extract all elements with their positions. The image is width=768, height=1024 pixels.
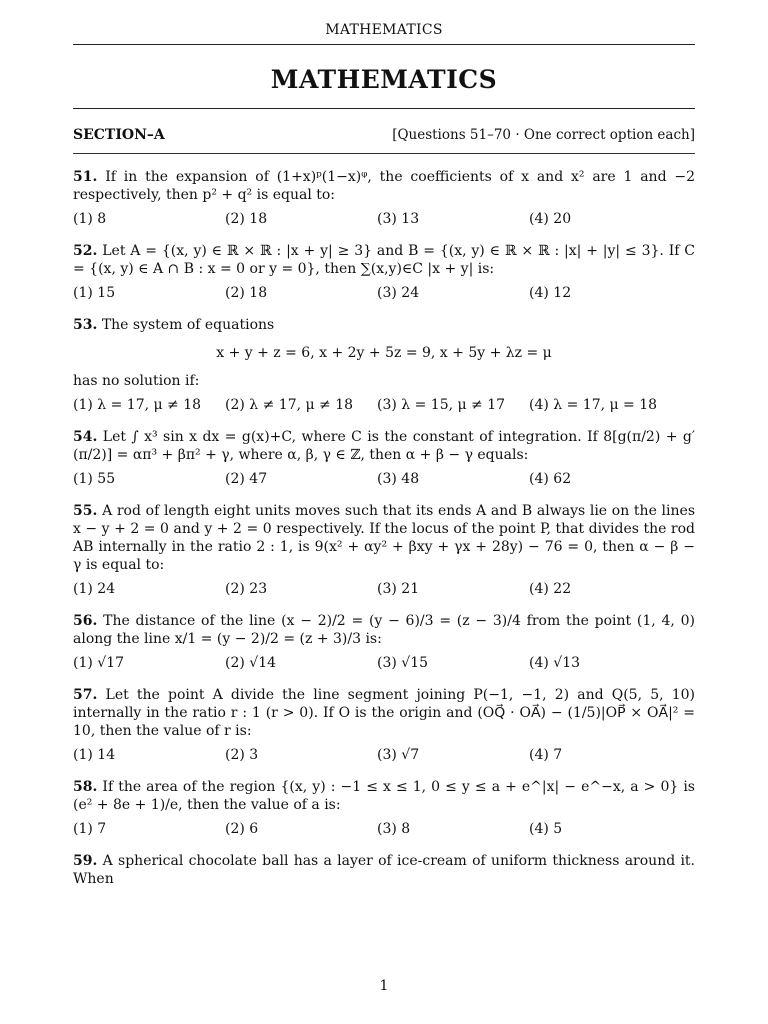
question-continuation: has no solution if: (73, 373, 200, 389)
question-text: The system of equations (101, 317, 275, 333)
option-4: (4) 5 (529, 821, 563, 837)
question-text: Let A = {(x, y) ∈ ℝ × ℝ : |x + y| ≥ 3} and B = {(x, y) ∈ ℝ × ℝ : |x| + |y| ≤ 3}. If C = {(x, y) ∈ A ∩ B : x = 0 or y = 0}, then ∑(x,y)∈C |x + y| is: (73, 243, 696, 277)
question-number: 54. (73, 429, 98, 445)
option-2: (2) √14 (225, 655, 277, 671)
option-3: (3) 48 (377, 471, 420, 487)
options-row (73, 396, 695, 414)
question-56 (73, 612, 695, 672)
option-4: (4) √13 (529, 655, 581, 671)
question-54 (73, 428, 695, 488)
option-1: (1) 55 (73, 471, 116, 487)
option-2: (2) λ ≠ 17, μ ≠ 18 (225, 397, 354, 413)
option-3: (3) 21 (377, 581, 420, 597)
document-page (73, 0, 695, 1024)
option-4: (4) 20 (529, 211, 572, 227)
running-header: MATHEMATICS (325, 22, 443, 38)
section-note: [Questions 51–70 · One correct option each] (392, 127, 695, 143)
question-number: 56. (73, 613, 98, 629)
option-1: (1) 15 (73, 285, 116, 301)
question-number: 57. (73, 687, 98, 703)
question-number: 51. (73, 169, 98, 185)
question-number: 59. (73, 853, 98, 869)
option-4: (4) λ = 17, μ = 18 (529, 397, 658, 413)
option-3: (3) 8 (377, 821, 411, 837)
page-number: 1 (379, 978, 389, 994)
option-4: (4) 62 (529, 471, 572, 487)
option-1: (1) 24 (73, 581, 116, 597)
option-2: (2) 6 (225, 821, 259, 837)
question-51 (73, 168, 695, 228)
option-2: (2) 23 (225, 581, 268, 597)
question-number: 55. (73, 503, 98, 519)
option-3: (3) 13 (377, 211, 420, 227)
option-3: (3) λ = 15, μ ≠ 17 (377, 397, 506, 413)
options-row (73, 820, 695, 838)
question-55 (73, 502, 695, 598)
option-3: (3) 24 (377, 285, 420, 301)
question-text: Let ∫ x³ sin x dx = g(x)+C, where C is the constant of integration. If 8[g(π/2) + g′(π/2)] = απ³ + βπ² + γ, where α, β, γ ∈ ℤ, then α + β − γ equals: (73, 429, 695, 463)
options-row (73, 284, 695, 302)
question-text: A rod of length eight units moves such that its ends A and B always lie on the lines x − y + 2 = 0 and y + 2 = 0 respectively. If the locus of the point P, that divides the rod AB internally in the ratio 2 : 1, is 9(x² + αy² + βxy + γx + 28y) − 76 = 0, then α − β − γ is equal to: (73, 503, 696, 573)
option-4: (4) 22 (529, 581, 572, 597)
option-3: (3) √15 (377, 655, 429, 671)
option-3: (3) √7 (377, 747, 420, 763)
question-57 (73, 686, 695, 764)
question-text: The distance of the line (x − 2)/2 = (y − 6)/3 = (z − 3)/4 from the point (1, 4, 0) along the line x/1 = (y − 2)/2 = (z + 3)/3 is: (73, 613, 696, 647)
section-title: SECTION–A (73, 127, 165, 143)
option-2: (2) 47 (225, 471, 268, 487)
question-58 (73, 778, 695, 838)
header-rule (73, 44, 695, 45)
question-number: 58. (73, 779, 98, 795)
option-2: (2) 18 (225, 211, 268, 227)
question-text: A spherical chocolate ball has a layer of ice-cream of uniform thickness around it. When (73, 853, 695, 887)
question-number: 52. (73, 243, 98, 259)
question-59 (73, 852, 695, 888)
option-1: (1) 14 (73, 747, 116, 763)
options-row (73, 210, 695, 228)
options-row (73, 470, 695, 488)
option-1: (1) 8 (73, 211, 107, 227)
question-53 (73, 316, 695, 414)
option-4: (4) 12 (529, 285, 572, 301)
question-text: If the area of the region {(x, y) : −1 ≤ x ≤ 1, 0 ≤ y ≤ a + e^|x| − e^−x, a > 0} is (e² + 8e + 1)/e, then the value of a is: (73, 779, 695, 813)
option-1: (1) √17 (73, 655, 125, 671)
page-title: MATHEMATICS (270, 65, 498, 94)
option-1: (1) λ = 17, μ ≠ 18 (73, 397, 202, 413)
section-header (73, 127, 695, 143)
options-row (73, 580, 695, 598)
option-4: (4) 7 (529, 747, 563, 763)
question-number: 53. (73, 317, 98, 333)
question-52 (73, 242, 695, 302)
equation-system: x + y + z = 6, x + 2y + 5z = 9, x + 5y + λz = μ (216, 345, 552, 361)
question-text: Let the point A divide the line segment joining P(−1, −1, 2) and Q(5, 5, 10) internally in the ratio r : 1 (r > 0). If O is the origin and (OQ⃗ · OA⃗) − (1/5)|OP⃗ × OA⃗|² = 10, then the value of r is: (73, 687, 695, 739)
options-row (73, 654, 695, 672)
options-row (73, 746, 695, 764)
question-text: If in the expansion of (1+x)ᵖ(1−x)ᵠ, the coefficients of x and x² are 1 and −2 respectively, then p² + q² is equal to: (73, 169, 696, 203)
title-rule (73, 108, 695, 109)
option-2: (2) 3 (225, 747, 259, 763)
section-rule (73, 153, 695, 154)
option-1: (1) 7 (73, 821, 107, 837)
option-2: (2) 18 (225, 285, 268, 301)
